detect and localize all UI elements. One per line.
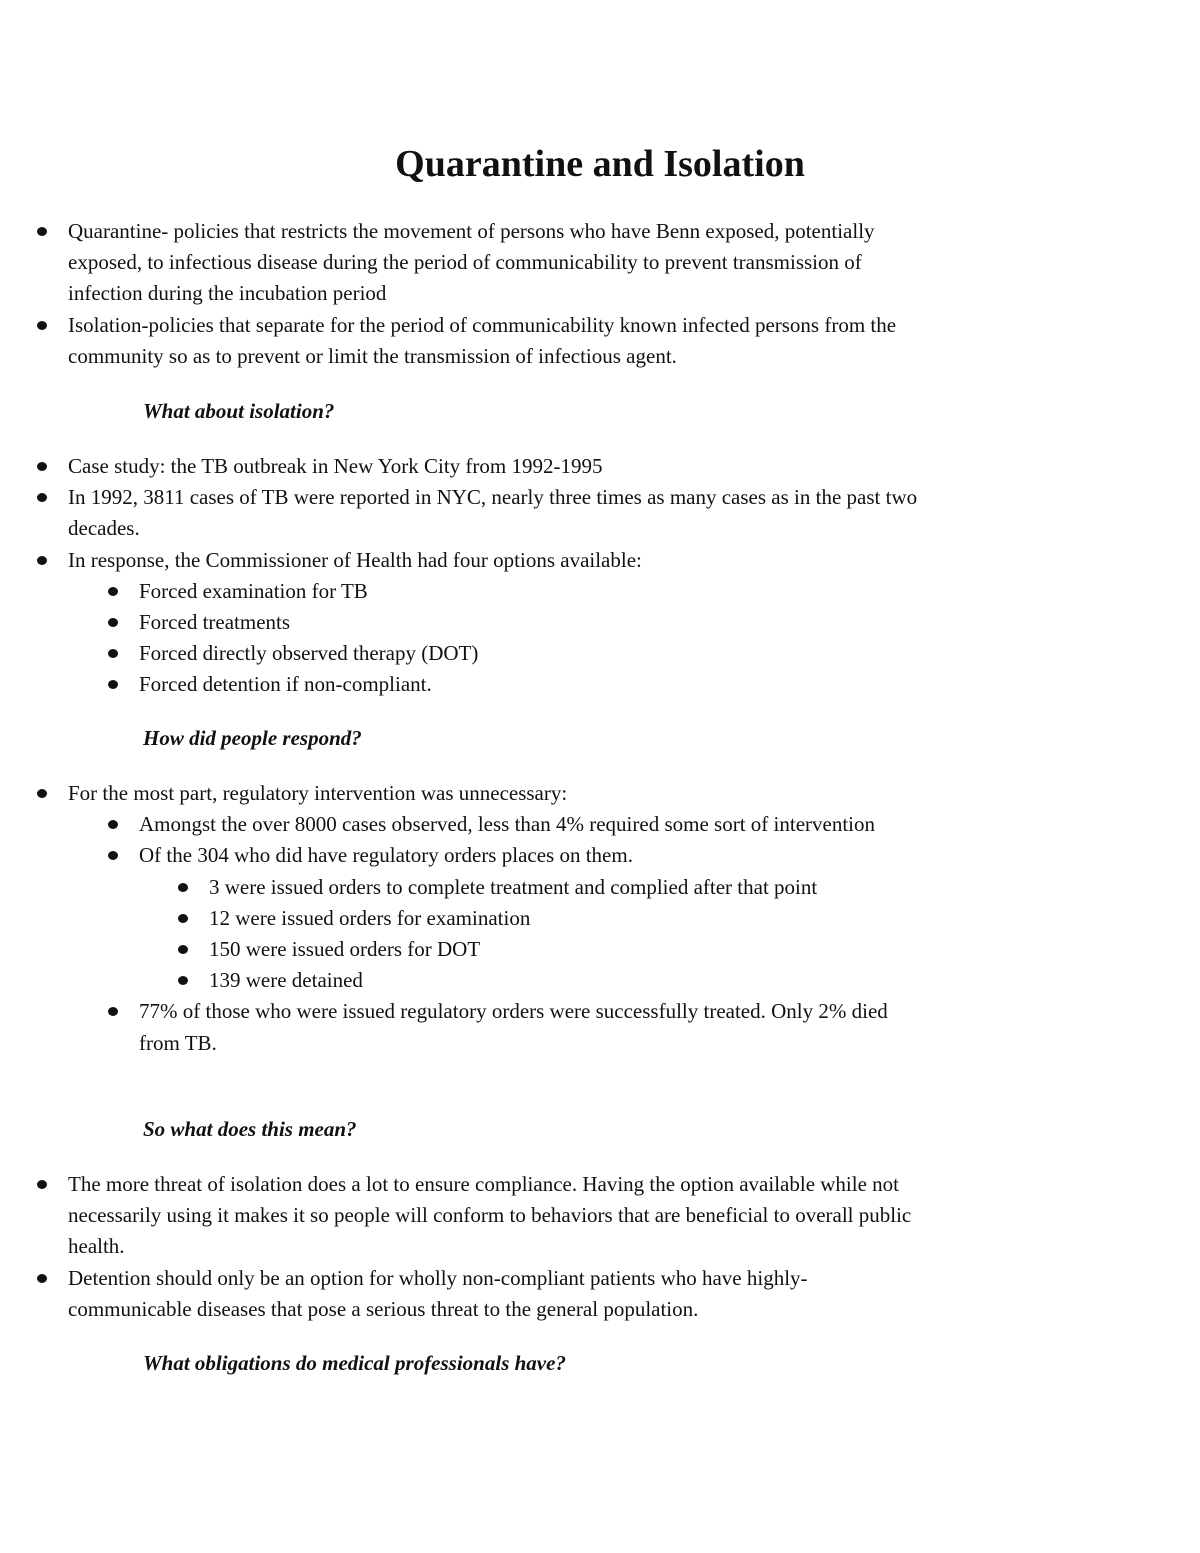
sub-sub-list-item [0,903,919,934]
list-item-isolation [0,310,918,372]
bullet-icon [37,1274,47,1283]
list-item-text: In response, the Commissioner of Health had four options available: [68,547,642,572]
section-heading-meaning: So what does this mean? [143,1117,357,1141]
list-item-text: Detention should only be an option for wholly non-compliant patients who have highly-communicable diseases that pose a serious threat to the general population. [68,1265,808,1321]
bullet-icon [108,618,118,627]
sub-sub-list-item [0,934,919,965]
bullet-icon [37,789,47,798]
sub-list-item [0,996,919,1058]
list-item-text: 77% of those who were issued regulatory orders were successfully treated. Only 2% died from TB. [139,999,888,1055]
page-title: Quarantine and Isolation [395,143,805,185]
bullet-icon [108,649,118,658]
bullet-icon [37,1180,47,1189]
bullet-icon [37,462,47,471]
sub-list-item [0,840,919,871]
list-item [0,1263,918,1325]
bullet-icon [37,493,47,502]
bullet-icon [178,976,188,985]
list-item-text: 139 were detained [209,968,363,993]
list-item-text: Case study: the TB outbreak in New York City from 1992-1995 [68,454,603,478]
sub-list-item [0,576,919,607]
bullet-icon [178,945,188,954]
list-item-text: Isolation-policies that separate for the period of communicability known infected persons from the community so as to prevent or limit the transmission of infectious agent. [68,312,897,368]
bullet-icon [178,883,188,892]
section-heading-respond: How did people respond? [143,726,362,750]
list-item-text: Forced directly observed therapy (DOT) [139,641,479,666]
section3-list [68,1169,1061,1325]
bullet-icon [108,851,118,860]
list-item [0,451,918,482]
bullet-icon [108,680,118,689]
sub-list-item [0,809,919,840]
section2-list [68,778,1062,1059]
list-item-text: Forced examination for TB [139,578,368,603]
list-item [0,545,918,576]
bullet-icon [108,1007,118,1016]
sub-list-item [0,607,919,638]
sub-list-item [0,669,919,700]
list-item-quarantine [0,216,918,310]
sub-list-item [0,638,919,669]
list-item-text: Amongst the over 8000 cases observed, less than 4% required some sort of intervention [139,812,875,837]
bullet-icon [37,556,47,565]
list-item-text: 3 were issued orders to complete treatment and complied after that point [209,874,818,899]
list-item [0,482,918,544]
list-item-text: 12 were issued orders for examination [209,905,531,930]
list-item-text: The more threat of isolation does a lot to ensure compliance. Having the option available while not necessarily using it makes it so people will conform to behaviors that are beneficial to overall public health. [68,1172,912,1259]
bullet-icon [108,587,118,596]
bullet-icon [108,820,118,829]
list-item-text: Quarantine- policies that restricts the movement of persons who have Benn exposed, potentially exposed, to infectious disease during the period of communicability to prevent transmission of infection during the incubation period [68,219,875,306]
sub-sub-list-item [0,872,919,903]
list-item-text: Forced treatments [139,610,291,635]
list-item [0,778,918,809]
section-heading-obligations: What obligations do medical professionals have? [143,1351,566,1375]
bullet-icon [178,914,188,923]
list-item-text: Of the 304 who did have regulatory orders places on them. [139,843,633,868]
bullet-icon [37,321,47,330]
sub-sub-list-item [0,965,919,996]
list-item-text: Forced detention if non-compliant. [139,672,432,697]
list-item-text: 150 were issued orders for DOT [209,937,481,962]
list-item-text: For the most part, regulatory intervention was unnecessary: [68,781,568,805]
list-item-text: In 1992, 3811 cases of TB were reported in NYC, nearly three times as many cases as in the past two decades. [68,485,918,541]
section1-list [68,451,1062,701]
list-item [0,1169,918,1263]
section-heading-isolation: What about isolation? [143,399,335,423]
bullet-icon [37,227,47,236]
intro-list [68,216,1061,372]
